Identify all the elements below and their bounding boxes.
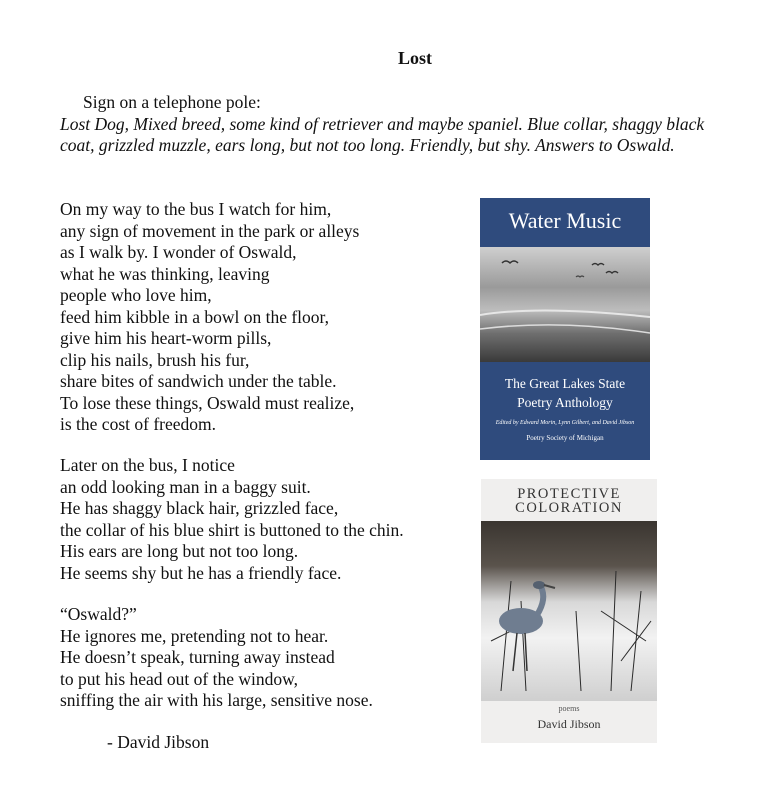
stanza-2 xyxy=(60,455,404,584)
poem-line: to put his head out of the window, xyxy=(60,668,299,689)
poem-line: as I walk by. I wonder of Oswald, xyxy=(60,242,297,262)
heron-illustration xyxy=(481,521,657,701)
book-publisher: Poetry Society of Michigan xyxy=(526,434,604,442)
poem-line: He doesn’t speak, turning away instead xyxy=(60,647,335,667)
poem-line: give him his heart-worm pills, xyxy=(60,328,272,348)
poem-title: Lost xyxy=(397,48,432,68)
intro-notice: Lost Dog, Mixed breed, some kind of retriever and maybe spaniel. Blue collar, shaggy black coat, grizzled muzzle, ears long, but not too long. Friendly, but shy. Answers to Oswald. xyxy=(60,113,705,155)
cover-photo-heron xyxy=(481,521,657,701)
birds-illustration xyxy=(480,247,650,362)
intro-lead: Sign on a telephone pole: xyxy=(83,92,261,112)
cover-photo-beach xyxy=(480,247,650,362)
book-editors: Edited by Edward Morin, Lynn Gilbert, and David Jibson xyxy=(495,420,635,426)
poem-line: sniffing the air with his large, sensitive nose. xyxy=(60,690,373,710)
book-title: PROTECTIVE COLORATION xyxy=(515,486,623,516)
poem-intro xyxy=(60,92,720,157)
poem-line: is the cost of freedom. xyxy=(60,414,216,434)
poem-line: On my way to the bus I watch for him, xyxy=(60,199,332,219)
poem-line: any sign of movement in the park or alleys xyxy=(60,220,360,241)
poem-line: people who love him, xyxy=(60,285,212,305)
poem-line: He seems shy but he has a friendly face. xyxy=(60,562,342,583)
book-subtitle: The Great Lakes State Poetry Anthology xyxy=(504,376,626,410)
poem-line: “Oswald?” xyxy=(60,604,137,624)
poem-line: His ears are long but not too long. xyxy=(60,541,299,561)
poem-line: clip his nails, brush his fur, xyxy=(60,349,250,370)
book-cover-water-music xyxy=(480,198,650,460)
book-author: David Jibson xyxy=(537,717,601,731)
poem-line: He has shaggy black hair, grizzled face, xyxy=(60,498,339,518)
book-title: Water Music xyxy=(508,208,622,233)
poem-line: He ignores me, pretending not to hear. xyxy=(60,625,329,646)
poem-line: Later on the bus, I notice xyxy=(60,455,235,475)
book-genre: poems xyxy=(558,704,580,713)
book-cover-protective-coloration xyxy=(481,479,657,743)
poem-line: feed him kibble in a bowl on the floor, xyxy=(60,306,330,327)
poem-line: what he was thinking, leaving xyxy=(60,263,270,284)
poem-line: To lose these things, Oswald must realize, xyxy=(60,392,355,413)
poem-line: the collar of his blue shirt is buttoned to the chin. xyxy=(60,519,404,540)
poem-line: an odd looking man in a baggy suit. xyxy=(60,476,311,497)
poem-line: share bites of sandwich under the table. xyxy=(60,371,337,391)
poem-signature: - David Jibson xyxy=(107,732,210,752)
stanza-3 xyxy=(60,604,373,712)
stanza-1 xyxy=(60,199,359,436)
